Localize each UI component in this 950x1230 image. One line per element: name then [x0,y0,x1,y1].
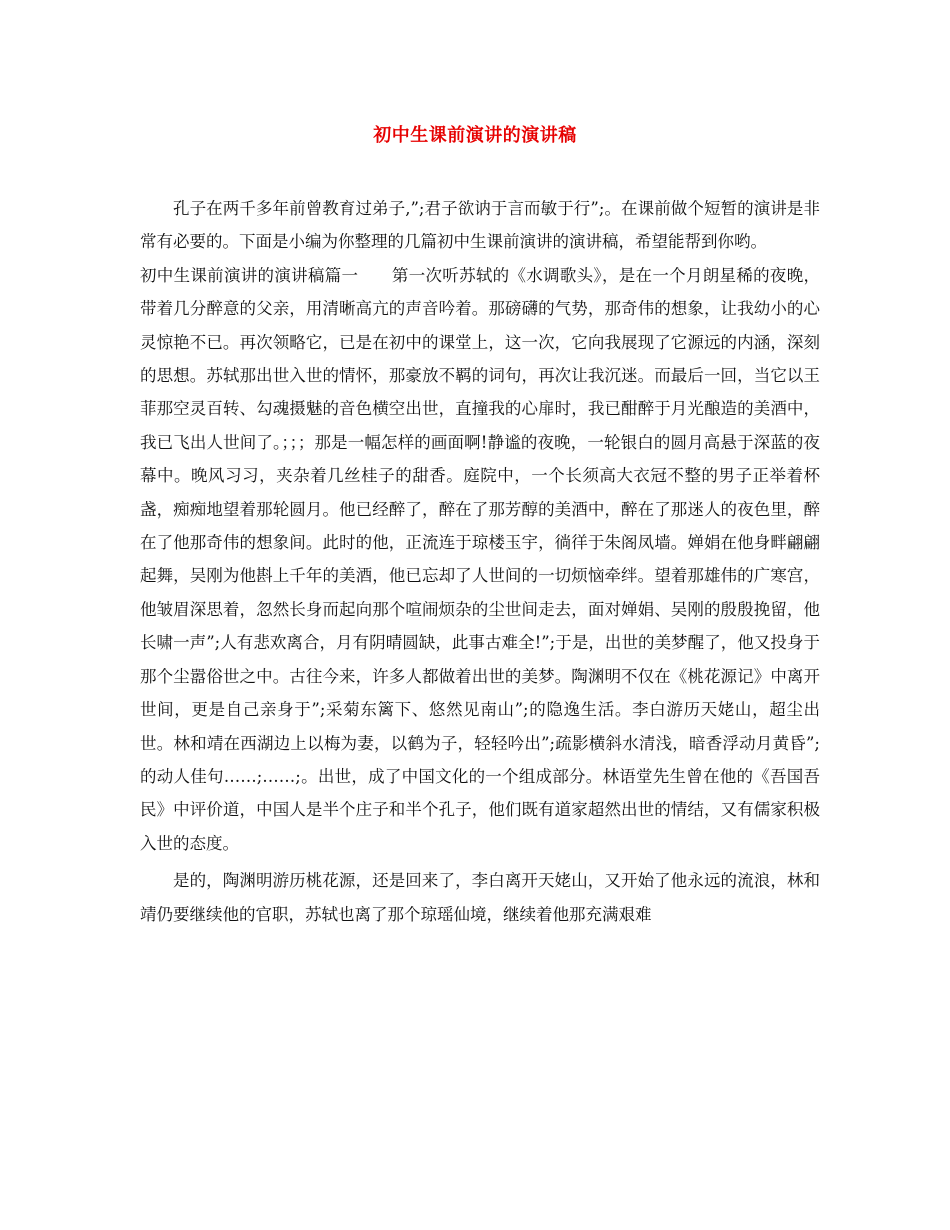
document-title: 初中生课前演讲的演讲稿 [373,125,577,146]
speech-one-paragraph: 初中生课前演讲的演讲稿篇一 第一次听苏轼的《水调歌头》，是在一个月朗星稀的夜晚，带着几分醉意的父亲，用清晰高亢的声音吟着。那磅礴的气势，那奇伟的想象，让我幼小的心灵惊艳不已。再次领略它，已是在初中的课堂上，这一次，它向我展现了它源远的内涵，深刻的思想。苏轼那出世入世的情怀，那豪放不羁的词句，再次让我沉迷。而最后一回，当它以王菲那空灵百转、勾魂摄魅的音色横空出世，直撞我的心扉时，我已酣醉于月光酿造的美酒中，我已飞出人世间了。；；；那是一幅怎样的画面啊!静谧的夜晚，一轮银白的圆月高悬于深蓝的夜幕中。晚风习习，夹杂着几丝桂子的甜香。庭院中，一个长须高大衣冠不整的男子正举着杯盏，痴痴地望着那轮圆月。他已经醉了，醉在了那芳醇的美酒中，醉在了那迷人的夜色里，醉在了他那奇伟的想象间。此时的他，正流连于琼楼玉宇，徜徉于朱阁凤墙。婵娟在他身畔翩翩起舞，吴刚为他斟上千年的美酒，他已忘却了人世间的一切烦恼牵绊。望着那雄伟的广寒宫，他皱眉深思着，忽然长身而起向那个喧闹烦杂的尘世间走去，面对婵娟、吴刚的殷殷挽留，他长啸一声”;人有悲欢离合，月有阴晴圆缺，此事古难全!”;于是，出世的美梦醒了，他又投身于那个尘嚣俗世之中。古往今来，许多人都做着出世的美梦。陶渊明不仅在《桃花源记》中离开世间，更是自己亲身于”;采菊东篱下、悠然见南山”;的隐逸生活。李白游历天姥山，超尘出世。林和靖在西湖边上以梅为妻，以鹤为子，轻轻吟出”;疏影横斜水清浅，暗香浮动月黄昏”;的动人佳句……;……;。出世，成了中国文化的一个组成部分。林语堂先生曾在他的《吾国吾民》中评价道，中国人是半个庄子和半个孔子，他们既有道家超然出世的情结，又有儒家积极入世的态度。 [140,265,820,853]
document-body [140,192,820,931]
continuation-paragraph: 是的，陶渊明游历桃花源，还是回来了，李白离开天姥山，又开始了他永远的流浪，林和靖仍要继续他的官职，苏轼也离了那个琼瑶仙境，继续着他那充满艰难 [140,871,820,924]
intro-paragraph: 孔子在两千多年前曾教育过弟子,”;君子欲讷于言而敏于行”;。在课前做个短暂的演讲是非常有必要的。下面是小编为你整理的几篇初中生课前演讲的演讲稿，希望能帮到你哟。 [140,199,820,252]
